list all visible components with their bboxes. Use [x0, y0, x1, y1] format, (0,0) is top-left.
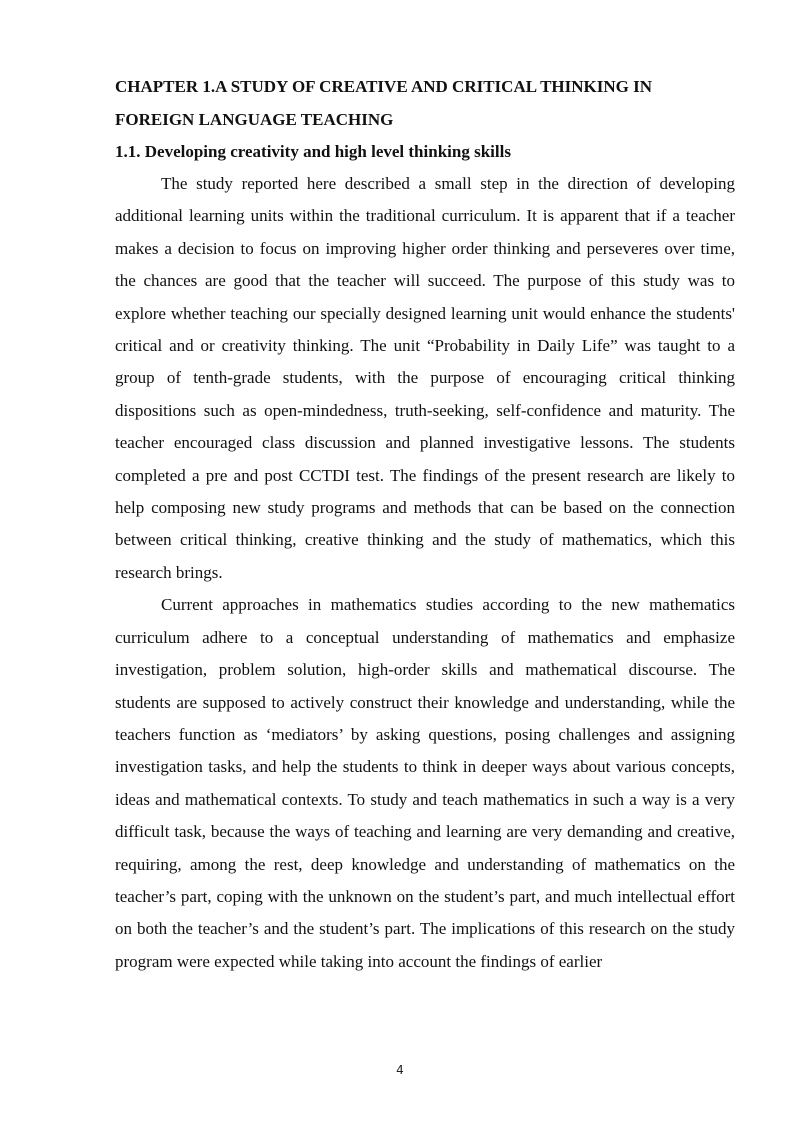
chapter-title: CHAPTER 1.A STUDY OF CREATIVE AND CRITICAL THINKING IN FOREIGN LANGUAGE TEACHING [115, 77, 653, 129]
body-paragraph-2: Current approaches in mathematics studies according to the new mathematics curriculum adhere to a conceptual understanding of mathematics and emphasize investigation, problem solution, high-order skills and mathematical discourse. The students are supposed to actively construct their knowledge and understanding, while the teachers function as ‘mediators’ by asking questions, posing challenges and assigning investigation tasks, and help the students to think in deeper ways about various concepts, ideas and mathematical contexts. To study and teach mathematics in such a way is a very difficult task, because the ways of teaching and learning are very demanding and creative, requiring, among the rest, deep knowledge and understanding of mathematics on the teacher’s part, coping with the unknown on the student’s part, and much intellectual effort on both the teacher’s and the student’s part. The implications of this research on the study program were expected while taking into account the findings of earlier [115, 595, 735, 971]
body-paragraph-1: The study reported here described a small step in the direction of developing additional learning units within the traditional curriculum. It is apparent that if a teacher makes a decision to focus on improving higher order thinking and perseveres over time, the chances are good that the teacher will succeed. The purpose of this study was to explore whether teaching our specially designed learning unit would enhance the students' critical and or creativity thinking. The unit “Probability in Daily Life” was taught to a group of tenth-grade students, with the purpose of encouraging critical thinking dispositions such as open-mindedness, truth-seeking, self-confidence and maturity. The teacher encouraged class discussion and planned investigative lessons. The students completed a pre and post CCTDI test. The findings of the present research are likely to help composing new study programs and methods that can be based on the connection between critical thinking, creative thinking and the study of mathematics, which this research brings. [115, 174, 735, 582]
page-number: 4 [396, 1063, 404, 1077]
section-heading: 1.1. Developing creativity and high level thinking skills [115, 142, 511, 161]
page-content [115, 70, 735, 978]
